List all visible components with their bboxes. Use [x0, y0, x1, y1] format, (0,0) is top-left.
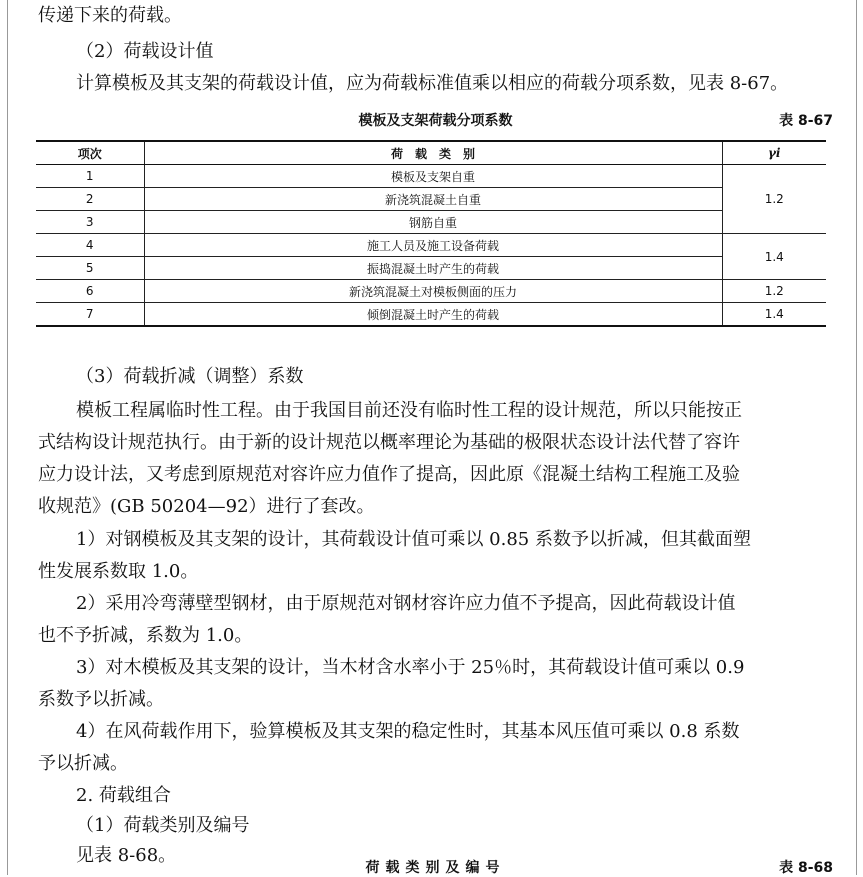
row-factor: 1.2	[722, 280, 826, 303]
list-item-1-line-2: 性发展系数取 1.0。	[38, 561, 199, 582]
row-category: 新浇筑混凝土对模板侧面的压力	[144, 280, 722, 303]
row-no: 1	[36, 165, 144, 188]
list-item-2-line-1: 2）采用冷弯薄壁型钢材，由于原规范对钢材容许应力值不予提高，因此荷载设计值	[76, 593, 736, 614]
row-no: 7	[36, 303, 144, 327]
header-item-no: 项次	[36, 141, 144, 165]
row-no: 4	[36, 234, 144, 257]
header-category: 荷 载 类 别	[144, 141, 722, 165]
row-factor: 1.2	[722, 165, 826, 234]
row-category: 新浇筑混凝土自重	[144, 188, 722, 211]
list-item-3-line-2: 系数予以折减。	[38, 689, 164, 710]
table-68-number: 表 8-68	[779, 860, 833, 876]
list-item-4-line-1: 4）在风荷载作用下，验算模板及其支架的稳定性时，其基本风压值可乘以 0.8 系数	[76, 721, 740, 742]
table-row	[36, 188, 826, 211]
paragraph-tail: 传递下来的荷载。	[38, 5, 182, 26]
table-row	[36, 303, 826, 327]
heading-categories: （1）荷载类别及编号	[76, 815, 250, 836]
table-row	[36, 211, 826, 234]
table-67-caption	[38, 110, 833, 136]
list-item-3-line-1: 3）对木模板及其支架的设计，当木材含水率小于 25％时，其荷载设计值可乘以 0.9	[76, 657, 745, 678]
heading-reduction: （3）荷载折减（调整）系数	[76, 366, 304, 387]
row-no: 6	[36, 280, 144, 303]
row-category: 振捣混凝土时产生的荷载	[144, 257, 722, 280]
row-factor: 1.4	[722, 234, 826, 280]
table-row	[36, 234, 826, 257]
row-factor: 1.4	[722, 303, 826, 327]
table-row	[36, 165, 826, 188]
paragraph-reduction-4: 收规范》(GB 50204—92）进行了套改。	[38, 496, 375, 517]
row-category: 施工人员及施工设备荷载	[144, 234, 722, 257]
table-row	[36, 280, 826, 303]
table-row	[36, 257, 826, 280]
paragraph-see-table: 见表 8-68。	[76, 845, 177, 866]
paragraph-design-value: 计算模板及其支架的荷载设计值，应为荷载标准值乘以相应的荷载分项系数，见表 8-67。	[76, 73, 789, 94]
table-67-title: 模板及支架荷载分项系数	[358, 113, 513, 129]
paragraph-reduction-2: 式结构设计规范执行。由于新的设计规范以概率理论为基础的极限状态设计法代替了容许	[38, 432, 740, 453]
table-68-caption	[38, 857, 833, 877]
table-67	[36, 140, 826, 327]
heading-combination: 2. 荷载组合	[76, 785, 171, 806]
row-no: 5	[36, 257, 144, 280]
row-category: 模板及支架自重	[144, 165, 722, 188]
table-header-row	[36, 141, 826, 165]
table-67-number: 表 8-67	[779, 113, 833, 129]
list-item-2-line-2: 也不予折减，系数为 1.0。	[38, 625, 253, 646]
heading-design-value: （2）荷载设计值	[76, 41, 214, 62]
paragraph-reduction-3: 应力设计法，又考虑到原规范对容许应力值作了提高，因此原《混凝土结构工程施工及验	[38, 464, 740, 485]
list-item-1-line-1: 1）对钢模板及其支架的设计，其荷载设计值可乘以 0.85 系数予以折减，但其截面塑	[76, 529, 751, 550]
paragraph-reduction-1: 模板工程属临时性工程。由于我国目前还没有临时性工程的设计规范，所以只能按正	[76, 400, 742, 421]
row-no: 2	[36, 188, 144, 211]
header-factor: γi	[722, 141, 826, 165]
table-68-title: 荷载类别及编号	[365, 860, 506, 876]
row-no: 3	[36, 211, 144, 234]
list-item-4-line-2: 予以折减。	[38, 753, 128, 774]
row-category: 倾倒混凝土时产生的荷载	[144, 303, 722, 327]
row-category: 钢筋自重	[144, 211, 722, 234]
